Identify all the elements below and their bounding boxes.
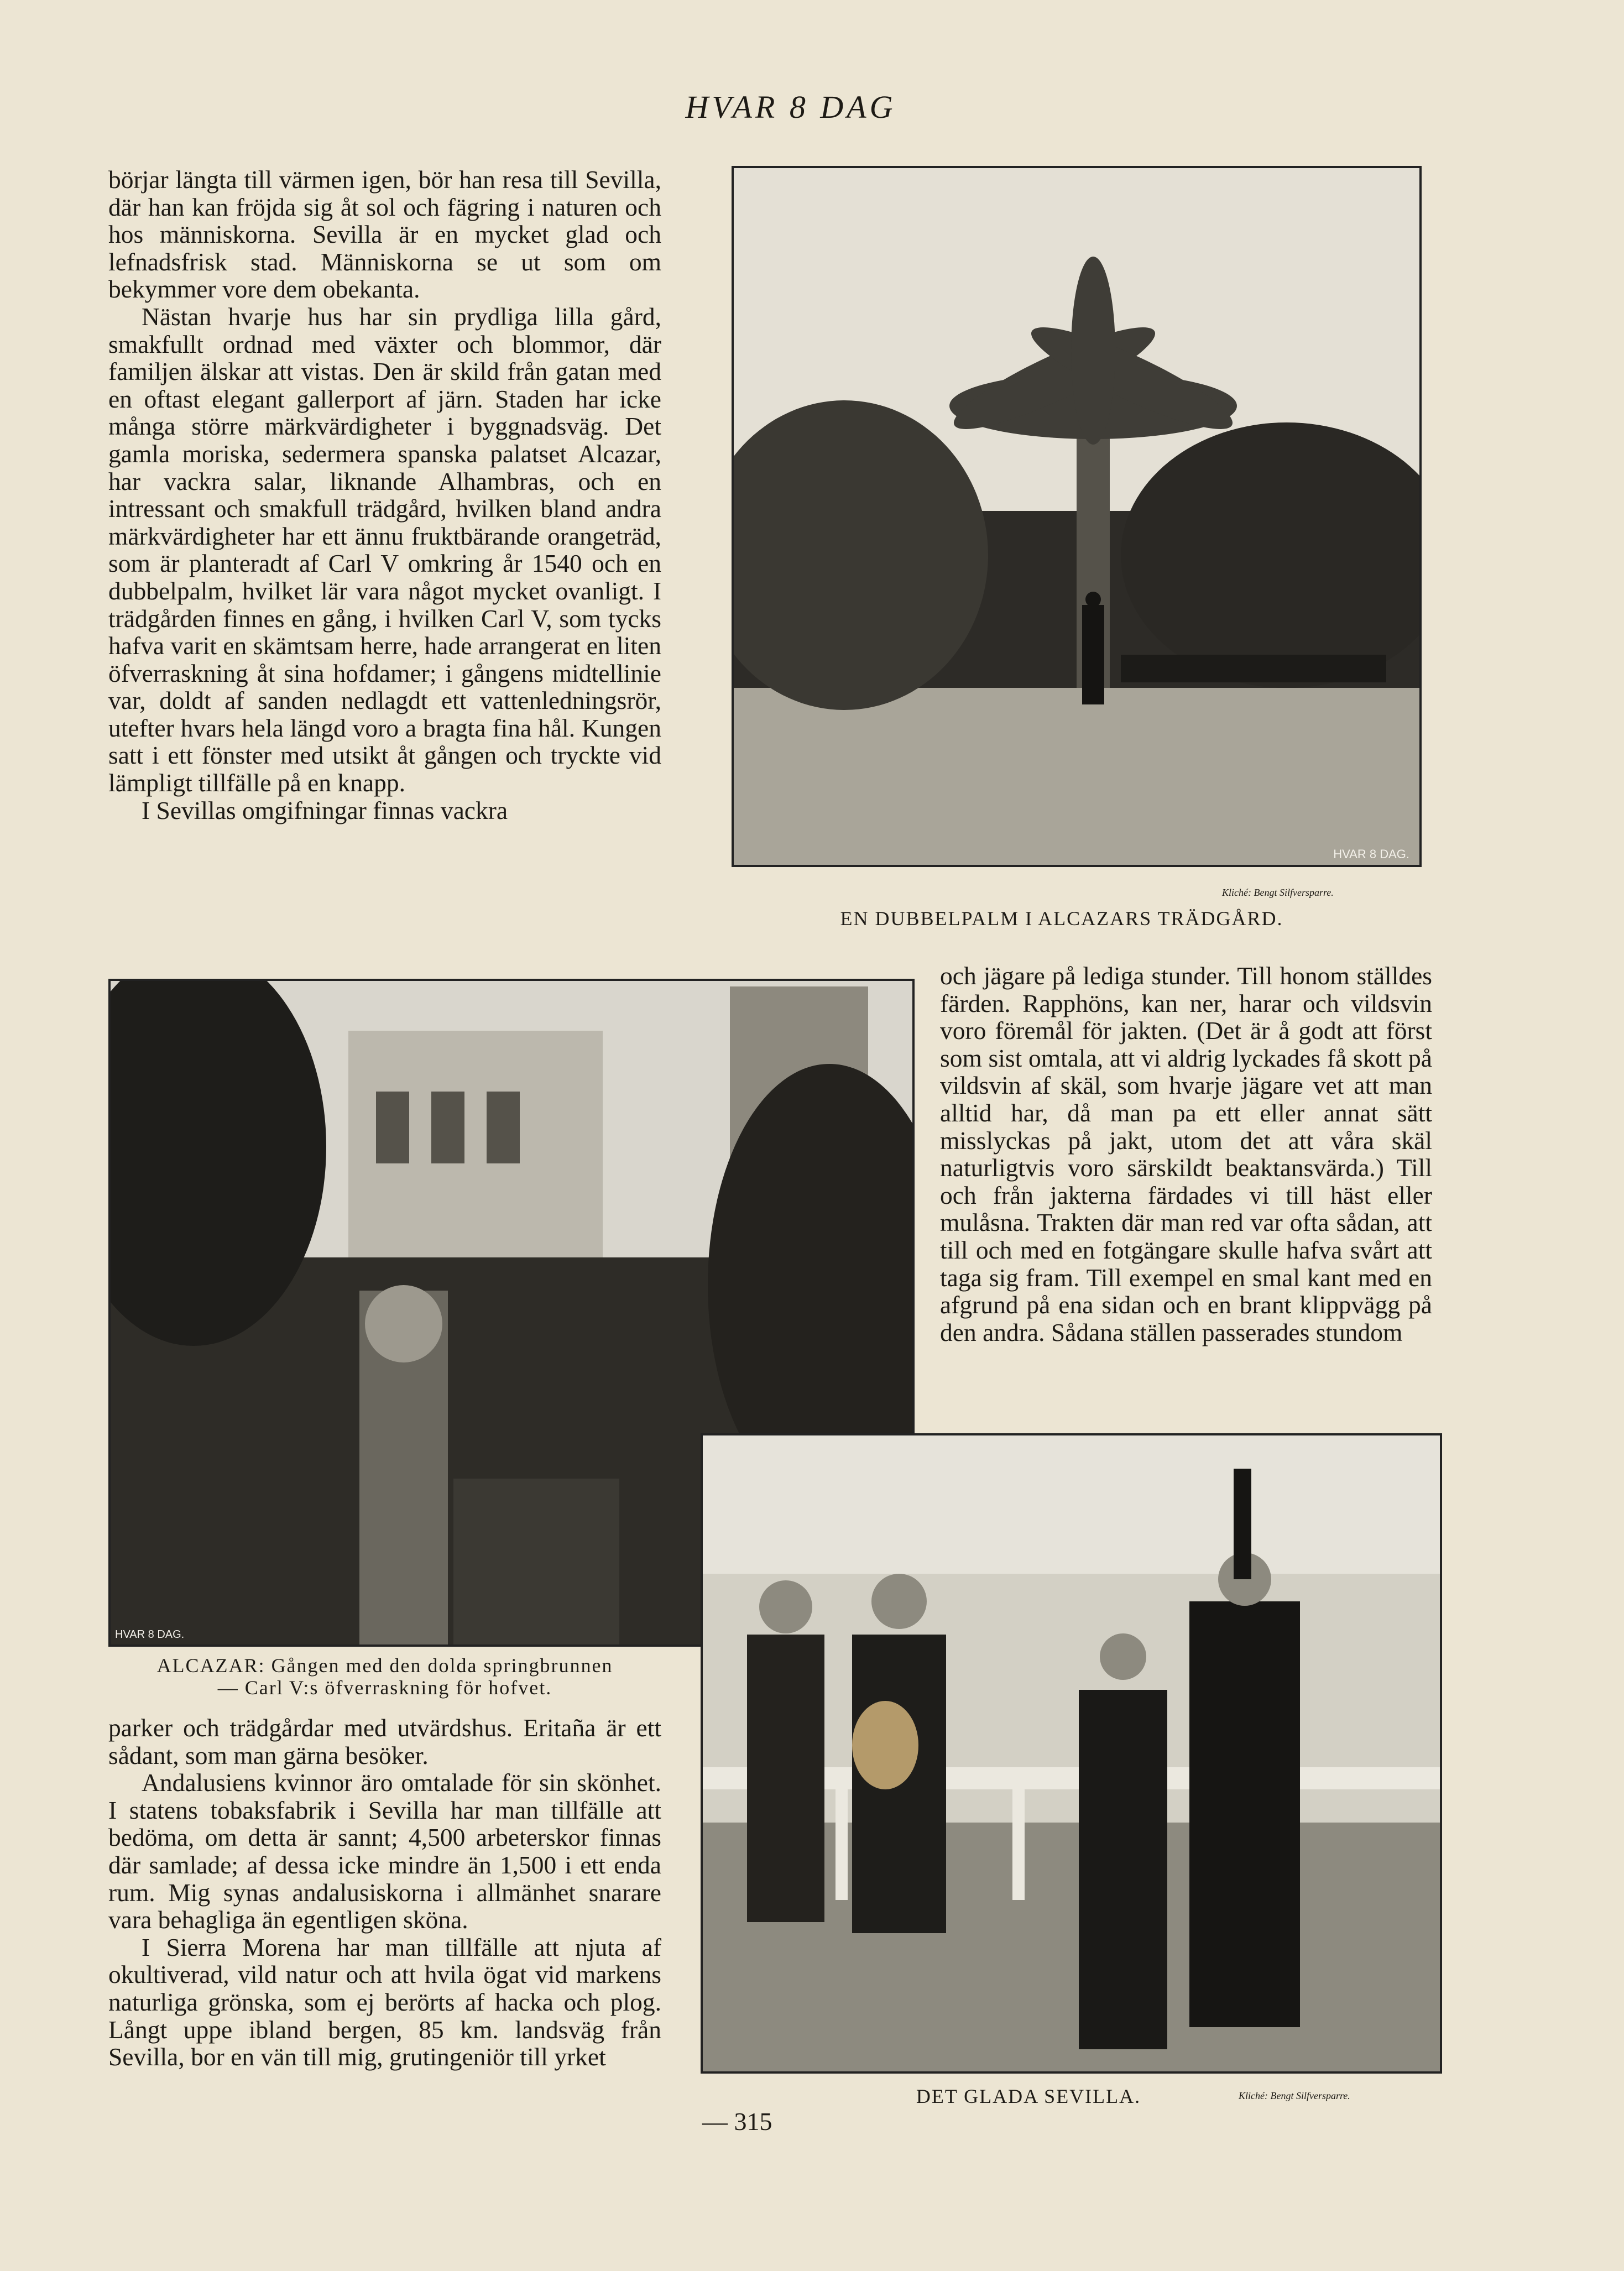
column-left-top bbox=[108, 166, 661, 940]
palm-garden-image bbox=[734, 168, 1419, 865]
paragraph: Andalusiens kvinnor äro omtalade för sin skönhet. I statens tobaksfabrik i Sevilla har man tillfälle att bedöma, om detta är sannt; 4,500 arbeterskor finnas där samlade; af dessa icke mindre än 1,500 i ett enda rum. Mig synas andalusiskorna i allmänhet snarare vara behagliga än egentligen sköna. bbox=[108, 1768, 661, 1934]
photo-caption bbox=[108, 1654, 661, 1699]
paragraph: och jägare på lediga stunder. Till honom ställdes färden. Rapphöns, kan ner, harar och vildsvin voro föremål för jakten. (Det är å godt att först som sist omtala, att vi aldrig lyckades få skott på vildsvin af skäl, som hvarje jägare vet att man alltid har, då man pa ett eller annat sätt misslyckas på jakt, utom det att våra skäl naturligtvis voro särskildt beaktansvärda.) Till och från jakterna färdades vi till häst eller mulåsna. Trakten där man red var ofta sådan, att till och med en fotgängare skulle hafva svårt att taga sig fram. Till exempel en smal kant med en afgrund på ena sidan och en brant klippvägg på den andra. Sådana ställen passerades stundom bbox=[940, 962, 1432, 1346]
caption-line: ALCAZAR: Gången med den dolda springbrunnen bbox=[156, 1654, 613, 1677]
running-header: HVAR 8 DAG bbox=[685, 89, 896, 125]
photo-double-palm bbox=[732, 166, 1422, 867]
caption-line: — Carl V:s öfverraskning för hofvet. bbox=[217, 1677, 552, 1699]
column-left-bottom bbox=[108, 1714, 661, 2112]
page-number: — 315 bbox=[702, 2107, 772, 2136]
paragraph: Nästan hvarje hus har sin prydliga lilla gård, smakfullt ordnad med växter och blommor, där familjen älskar att vistas. Den är skild från gatan med en oftast elegant gallerport af järn. Staden har icke många större märkvärdigheter i byggnadsväg. Det gamla moriska, sedermera spanska palatset Alcazar, har vackra salar, liknande Alhambras, och en intressant och smakfull trädgård, hvilken bland andra märkvärdigheter har ett ännu fruktbärande orangeträd, som är planteradt af Carl V omkring år 1540 och en dubbelpalm, hvilket lär vara något mycket ovanligt. I trädgården finnes en gång, i hvilken Carl V, som tycks hafva varit en skämtsam herre, hade arrangerat en liten öfverraskning åt sina hofdamer; i gångens midtellinie var, doldt af sanden nedlagdt ett vattenledningsrör, utefter hvars hela längd voro a bragta fina hål. Kungen satt i ett fönster med utsikt åt gången och tryckte vid lämpligt tillfälle på en knapp. bbox=[108, 302, 661, 797]
paragraph: börjar längta till värmen igen, bör han resa till Sevilla, där han kan fröjda sig åt sol och fägring i naturen och hos människorna. Sevilla är en mycket glad och lefnadsfrisk stad. Människorna se ut som om bekymmer vore dem obekanta. bbox=[108, 165, 661, 304]
photo-credit: Kliché: Bengt Silfversparre. bbox=[1222, 887, 1334, 898]
photo-caption: EN DUBBELPALM I ALCAZARS TRÄDGÅRD. bbox=[840, 907, 1283, 930]
group-people-image bbox=[703, 1435, 1440, 2071]
paragraph: I Sierra Morena har man tillfälle att njuta af okultiverad, vild natur och att hvila ögat vid markens naturliga grönska, som ej berörts af hacka och plog. Långt uppe ibland bergen, 85 km. landsväg från Sevilla, bor en vän till mig, grutingeniör till yrket bbox=[108, 1933, 661, 2071]
photo-glada-sevilla bbox=[701, 1433, 1442, 2074]
paragraph: I Sevillas omgifningar finnas vackra bbox=[142, 796, 508, 824]
paragraph: parker och trädgårdar med utvärdshus. Eritaña är ett sådant, som man gärna besöker. bbox=[108, 1714, 661, 1769]
watermark: HVAR 8 DAG. bbox=[115, 1628, 185, 1641]
watermark: HVAR 8 DAG. bbox=[1333, 847, 1409, 861]
photo-caption: DET GLADA SEVILLA. bbox=[916, 2085, 1141, 2107]
column-right-middle bbox=[940, 962, 1432, 1405]
photo-credit: Kliché: Bengt Silfversparre. bbox=[1239, 2090, 1350, 2101]
